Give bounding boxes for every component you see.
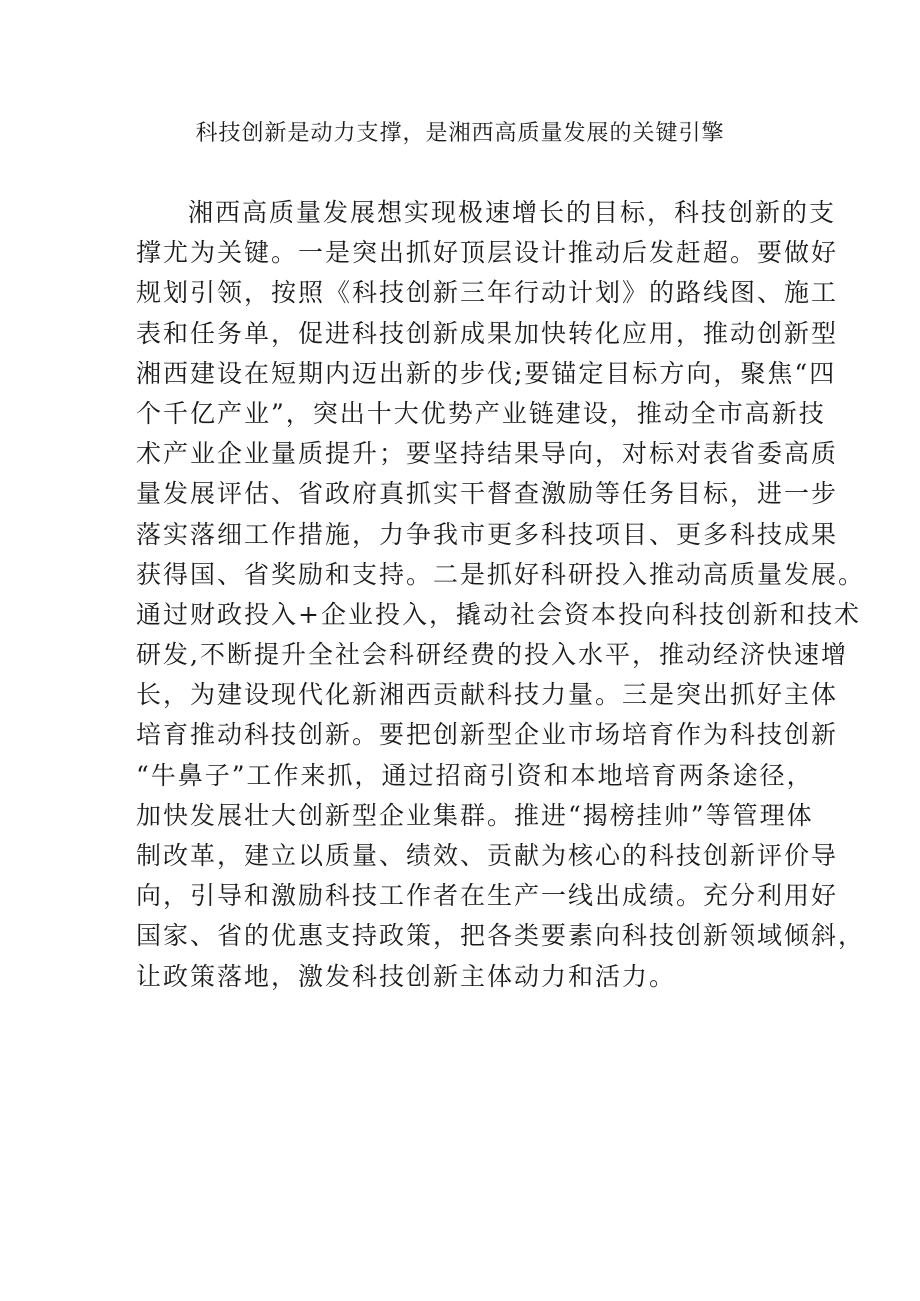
body-line: 湘西建设在短期内迈出新的步伐;要锚定目标方向，聚焦“四: [136, 358, 837, 388]
body-line: 个千亿产业”，突出十大优势产业链建设，推动全市高新技: [136, 398, 826, 428]
body-line: 加快发展壮大创新型企业集群。推进“揭榜挂帅”等管理体: [136, 800, 814, 830]
body-line: “牛鼻子”工作来抓，通过招商引资和本地培育两条途径，: [136, 760, 814, 790]
body-line: 术产业企业量质提升；要坚持结果导向，对标对表省委高质: [136, 439, 839, 469]
body-line: 制改革，建立以质量、绩效、贡献为核心的科技创新评价导: [136, 841, 839, 870]
body-line: 量发展评估、省政府真抓实干督查激励等任务目标，进一步: [136, 479, 839, 509]
body-line: 长，为建设现代化新湘西贡献科技力量。三是突出抓好主体: [136, 680, 839, 710]
body-line: 向，引导和激励科技工作者在生产一线出成绩。充分利用好: [136, 881, 839, 911]
body-line: 湘西高质量发展想实现极速增长的目标，科技创新的支: [188, 198, 837, 227]
body-line: 撑尤为关键。一是突出抓好顶层设计推动后发赶超。要做好: [136, 238, 839, 268]
body-line: 研发,不断提升全社会科研经费的投入水平，推动经济快速增: [136, 640, 848, 670]
body-line: 通过财政投入+企业投入，撬动社会资本投向科技创新和技术: [136, 599, 861, 629]
body-line: 表和任务单，促进科技创新成果加快转化应用，推动创新型: [136, 318, 839, 348]
body-line: 落实落细工作措施，力争我市更多科技项目、更多科技成果: [136, 519, 839, 549]
document-body: [136, 193, 866, 997]
body-line: 规划引领，按照《科技创新三年行动计划》的路线图、施工: [136, 278, 839, 308]
body-line: 获得国、省奖励和支持。二是抓好科研投入推动高质量发展。: [136, 559, 866, 589]
body-line: 让政策落地，激发科技创新主体动力和活力。: [136, 961, 677, 991]
document-title: 科技创新是动力支撑，是湘西高质量发展的关键引擎: [195, 121, 725, 146]
body-line: 国家、省的优惠支持政策，把各类要素向科技创新领域倾斜，: [136, 921, 866, 951]
body-line: 培育推动科技创新。要把创新型企业市场培育作为科技创新: [136, 720, 839, 750]
